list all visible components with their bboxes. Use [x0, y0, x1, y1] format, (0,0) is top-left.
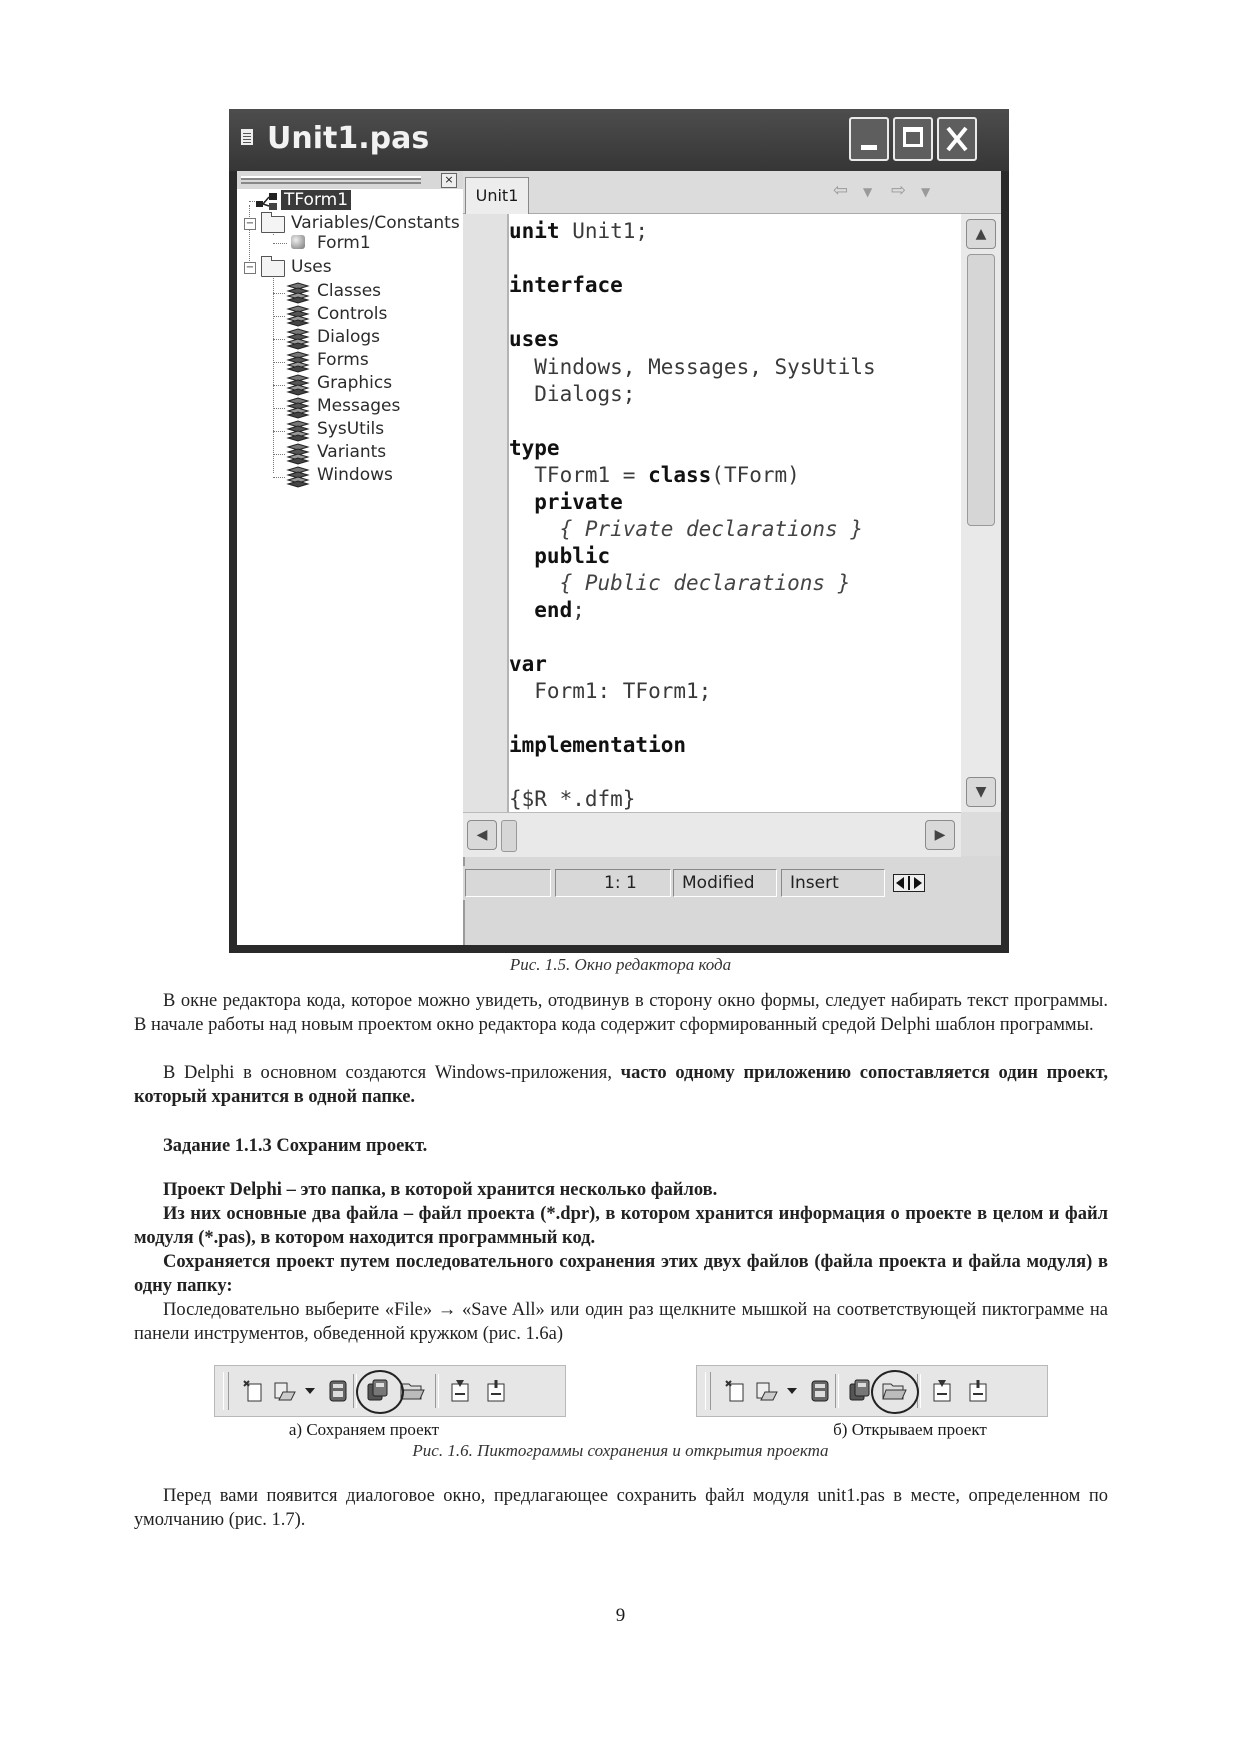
dock-grip-lower[interactable] — [241, 176, 421, 184]
unit-stack-icon — [285, 282, 311, 304]
unit-stack-icon — [285, 443, 311, 465]
tree-line — [273, 385, 285, 386]
code-text: Unit1; — [559, 219, 649, 243]
status-panel-empty — [465, 869, 551, 897]
new-item-icon[interactable] — [723, 1378, 749, 1404]
new-item-icon[interactable] — [241, 1378, 267, 1404]
unit-stack-icon — [285, 351, 311, 373]
folder-icon — [261, 216, 285, 233]
bold-paragraph-2: Из них основные два файла – файл проекта (*.dpr), в котором хранится информация о проекте в целом и файл модуля (*.pas), в котором находится программный код. — [134, 1204, 1108, 1248]
toolbar-b-label: б) Открываем проект — [833, 1420, 987, 1439]
tree-line — [273, 269, 274, 473]
code-line: Windows, Messages, SysUtils — [509, 355, 876, 379]
highlight-circle — [871, 1370, 919, 1414]
code-line: { Private declarations } — [509, 517, 864, 541]
code-line — [509, 598, 585, 622]
vertical-scroll-thumb[interactable] — [967, 254, 995, 526]
dropdown-arrow-icon[interactable] — [303, 1378, 317, 1404]
tree-item-unit[interactable]: Messages — [317, 396, 401, 416]
paragraph-3: Последовательно выберите «File» → «Save All» или один раз щелкните мышкой на соответствующей пиктограмме на панели инструментов, обведенной кружком (рис. 1.6а) — [134, 1300, 1108, 1344]
code-line: uses — [509, 327, 560, 351]
remove-from-project-icon[interactable] — [965, 1378, 991, 1404]
maximize-button[interactable] — [893, 117, 933, 161]
keyword: unit — [509, 219, 560, 243]
vertical-scrollbar[interactable] — [961, 214, 1001, 812]
open-file-icon[interactable] — [755, 1378, 781, 1404]
save-icon[interactable] — [807, 1378, 833, 1404]
tree-item-variables[interactable]: Variables/Constants — [291, 213, 460, 233]
dropdown-arrow-icon[interactable] — [785, 1378, 799, 1404]
scroll-left-icon[interactable]: ◀ — [467, 820, 497, 850]
figure-1-6-caption: Рис. 1.6. Пиктограммы сохранения и открытия проекта — [412, 1441, 829, 1460]
scroll-down-icon[interactable]: ▼ — [966, 777, 996, 807]
modified-status: Modified — [673, 869, 777, 897]
tree-line — [273, 362, 285, 363]
tree-item-uses[interactable]: Uses — [291, 257, 332, 277]
variable-icon — [291, 235, 305, 249]
open-file-icon[interactable] — [273, 1378, 299, 1404]
tree-item-unit[interactable]: Dialogs — [317, 327, 381, 347]
tab-unit1[interactable]: Unit1 — [465, 177, 529, 214]
code-line — [509, 463, 800, 487]
class-icon — [255, 191, 279, 211]
page-number: 9 — [615, 1605, 626, 1626]
window-client-area — [237, 171, 1001, 945]
tree-item-unit[interactable]: Variants — [317, 442, 387, 462]
tree-line — [249, 205, 250, 261]
unit-stack-icon — [285, 305, 311, 327]
bold-paragraph-1: Проект Delphi – это папка, в которой хранится несколько файлов. — [163, 1180, 718, 1200]
save-icon[interactable] — [325, 1378, 351, 1404]
code-line: private — [509, 490, 623, 514]
explorer-close-icon[interactable]: × — [441, 173, 457, 188]
code-line: {$R *.dfm} — [509, 787, 636, 811]
forward-dropdown-icon[interactable]: ▼ — [921, 185, 931, 199]
code-text: TForm1 = — [509, 463, 649, 487]
code-text: (TForm) — [711, 463, 800, 487]
collapse-icon[interactable]: − — [245, 218, 255, 229]
document-icon — [241, 129, 253, 145]
bold-paragraph-3: Сохраняется проект путем последовательного сохранения этих двух файлов (файла проекта и файла модуля) в одну папку: — [134, 1252, 1108, 1296]
tree-item-form1[interactable]: Form1 — [317, 233, 371, 253]
toolbar-separator — [835, 1374, 839, 1408]
paragraph-2-bold: часто одному приложению сопоставляется один проект, который хранится в одной папке. — [134, 1063, 1108, 1107]
toolbar-separator — [435, 1374, 439, 1408]
toolbar-grip[interactable] — [705, 1372, 711, 1410]
paragraph-2 — [134, 1061, 1108, 1109]
code-line: Dialogs; — [509, 382, 636, 406]
close-button[interactable] — [937, 117, 977, 161]
paragraph-2-text: В Delphi в основном создаются Windows-приложения, — [163, 1063, 621, 1083]
code-explorer-panel — [237, 171, 465, 945]
add-to-project-icon[interactable] — [447, 1378, 473, 1404]
remove-from-project-icon[interactable] — [483, 1378, 509, 1404]
close-icon — [946, 126, 968, 152]
collapse-icon[interactable]: − — [245, 262, 255, 273]
tree-line — [273, 339, 285, 340]
tree-item-unit[interactable]: Forms — [317, 350, 369, 370]
unit-stack-icon — [285, 374, 311, 396]
tree-item-unit[interactable]: Graphics — [317, 373, 393, 393]
title-bar[interactable] — [229, 109, 1009, 171]
unit-stack-icon — [285, 328, 311, 350]
tree-item-unit[interactable]: Windows — [317, 465, 393, 485]
tree-item-unit[interactable]: Classes — [317, 281, 382, 301]
toolbar-open — [696, 1365, 1048, 1417]
paragraph-1: В окне редактора кода, которое можно увидеть, отодвинув в сторону окно формы, следует набирать текст программы. В начале работы над новым проектом окно редактора кода содержит сформированный средой Delphi шаблон программы. — [134, 991, 1108, 1035]
unit-stack-icon — [285, 397, 311, 419]
unit-stack-icon — [285, 420, 311, 442]
code-line — [509, 219, 648, 243]
status-bar — [463, 866, 1001, 900]
code-line: implementation — [509, 733, 687, 757]
horizontal-scroll-thumb[interactable] — [501, 820, 517, 852]
code-line: interface — [509, 273, 623, 297]
minimize-button[interactable] — [849, 117, 889, 161]
toolbar-save — [214, 1365, 566, 1417]
tree-item-unit[interactable]: SysUtils — [317, 419, 385, 439]
window-title: Unit1.pas — [267, 121, 430, 156]
save-all-icon[interactable] — [847, 1378, 873, 1404]
scroll-up-icon[interactable]: ▲ — [966, 219, 996, 249]
paragraph-4: Перед вами появится диалоговое окно, предлагающее сохранить файл модуля unit1.pas в месте, определенном по умолчанию (рис. 1.7). — [134, 1486, 1108, 1530]
explorer-header[interactable] — [237, 171, 463, 189]
keyword: end — [509, 598, 573, 622]
code-line: { Public declarations } — [509, 571, 851, 595]
code-text: ; — [572, 598, 585, 622]
back-arrow-icon[interactable]: ⇦ — [833, 180, 849, 201]
code-line: var — [509, 652, 547, 676]
code-line: public — [509, 544, 611, 568]
cursor-position: 1: 1 — [555, 869, 671, 897]
code-line: type — [509, 436, 560, 460]
tree-line — [273, 431, 285, 432]
figure-1-5-caption: Рис. 1.5. Окно редактора кода — [509, 955, 732, 974]
back-dropdown-icon[interactable]: ▼ — [863, 185, 873, 199]
folder-icon — [261, 260, 285, 277]
editor-area — [463, 171, 1001, 945]
add-to-project-icon[interactable] — [929, 1378, 955, 1404]
code-line: Form1: TForm1; — [509, 679, 712, 703]
tree-line — [273, 316, 285, 317]
tree-line — [273, 408, 285, 409]
tree-item-tform1[interactable]: TForm1 — [281, 190, 351, 210]
forward-arrow-icon[interactable]: ⇨ — [891, 180, 907, 201]
tree-item-unit[interactable]: Controls — [317, 304, 388, 324]
task-heading: Задание 1.1.3 Сохраним проект. — [163, 1136, 428, 1156]
scroll-right-icon[interactable]: ▶ — [925, 820, 955, 850]
horizontal-scrollbar[interactable] — [463, 812, 961, 857]
toolbar-a-label: а) Сохраняем проект — [288, 1420, 440, 1439]
editor-gutter — [463, 214, 509, 812]
tree-line — [273, 293, 285, 294]
keyword: class — [648, 463, 712, 487]
toolbar-grip[interactable] — [223, 1372, 229, 1410]
tree-line — [273, 454, 285, 455]
insert-mode-status: Insert — [781, 869, 885, 897]
unit-stack-icon — [285, 466, 311, 488]
split-arrows-icon[interactable] — [893, 874, 925, 892]
tree-line — [273, 243, 287, 244]
scroll-corner — [961, 812, 1001, 856]
code-editor-window — [229, 109, 1009, 953]
tab-row — [463, 171, 1001, 214]
highlight-circle — [356, 1370, 404, 1414]
code-text-area[interactable] — [509, 214, 961, 812]
tree-line — [273, 477, 285, 478]
